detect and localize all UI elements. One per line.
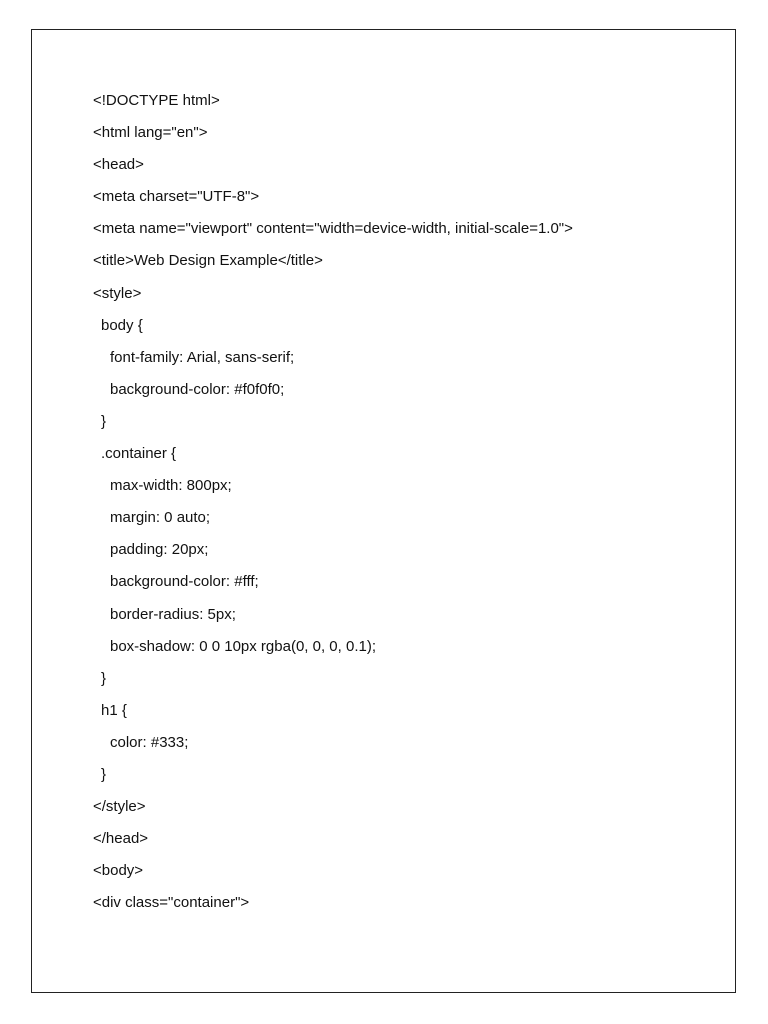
code-line: .container { — [101, 445, 177, 463]
code-line: margin: 0 auto; — [110, 509, 211, 527]
code-line: <head> — [93, 156, 144, 174]
code-line: background-color: #fff; — [110, 573, 259, 591]
code-line: max-width: 800px; — [110, 477, 232, 495]
code-line: h1 { — [101, 701, 127, 719]
code-line: font-family: Arial, sans-serif; — [110, 348, 295, 366]
code-line: } — [101, 669, 107, 687]
code-line: <html lang="en"> — [93, 124, 208, 142]
code-line: </style> — [93, 798, 146, 816]
code-line: <meta charset="UTF-8"> — [93, 188, 260, 206]
code-line: padding: 20px; — [110, 541, 209, 559]
code-line: <body> — [93, 862, 144, 880]
code-line: background-color: #f0f0f0; — [110, 380, 285, 398]
code-line: <div class="container"> — [93, 894, 250, 912]
code-listing — [93, 85, 573, 919]
code-line: box-shadow: 0 0 10px rgba(0, 0, 0, 0.1); — [110, 637, 376, 655]
code-line: <meta name="viewport" content="width=device-width, initial-scale=1.0"> — [93, 220, 573, 238]
code-line: border-radius: 5px; — [110, 605, 236, 623]
code-line: <title>Web Design Example</title> — [93, 252, 323, 270]
code-line: color: #333; — [110, 733, 189, 751]
code-line: body { — [101, 316, 143, 334]
code-line: } — [101, 412, 107, 430]
code-line: </head> — [93, 830, 149, 848]
code-line: <!DOCTYPE html> — [93, 92, 220, 109]
page-frame — [31, 29, 736, 993]
code-line: } — [101, 765, 107, 783]
code-line: <style> — [93, 284, 142, 302]
